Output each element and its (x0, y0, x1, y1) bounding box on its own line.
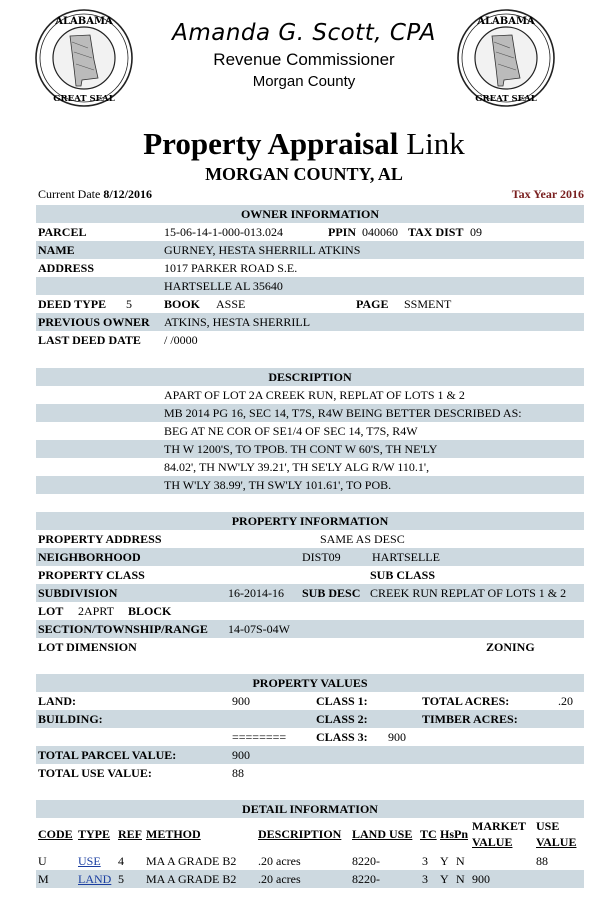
property-address-row: PROPERTY ADDRESS SAME AS DESC (38, 532, 405, 546)
total-parcel-row: TOTAL PARCEL VALUE: 900 (36, 746, 584, 764)
values-heading: PROPERTY VALUES (36, 674, 584, 692)
commissioner-name: Amanda G. Scott, CPA (172, 20, 436, 46)
ppin-value: 040060 (362, 225, 398, 239)
property-class-row: PROPERTY CLASS SUB CLASS (38, 568, 436, 582)
lot-row: LOT 2APRT BLOCK (38, 604, 172, 618)
subdivision-row: SUBDIVISION 16-2014-16 SUB DESC CREEK RUN REPLAT OF LOTS 1 & 2 (36, 584, 584, 602)
type-land-link[interactable]: LAND (78, 872, 112, 886)
deed-row: DEED TYPE 5 BOOK ASSE PAGE SSMENT (38, 297, 452, 311)
table-row: M LAND 5 MA A GRADE B2 .20 acres 8220- 3 Y N 900 (36, 870, 584, 888)
parcel-number: 15-06-14-1-000-013.024 (164, 225, 283, 239)
svg-text:ALABAMA: ALABAMA (55, 16, 113, 27)
building-row: BUILDING: CLASS 2: TIMBER ACRES: (36, 710, 584, 728)
owner-name-row: NAME GURNEY, HESTA SHERRILL ATKINS (36, 241, 584, 259)
lot-dimension-row: LOT DIMENSION ZONING (38, 640, 535, 654)
total-use-row: TOTAL USE VALUE: 88 (38, 766, 244, 780)
description-line: 84.02', TH NW'LY 39.21', TH SE'LY ALG R/W 110.1', (164, 460, 430, 474)
class3-value: 900 (388, 730, 406, 744)
address-row: ADDRESS 1017 PARKER ROAD S.E. (38, 261, 298, 275)
last-deed-value: / /0000 (164, 333, 198, 347)
prev-owner-value: ATKINS, HESTA SHERRILL (164, 315, 311, 329)
last-deed-row: LAST DEED DATE / /0000 (38, 333, 198, 347)
str-row: SECTION/TOWNSHIP/RANGE 14-07S-04W (36, 620, 584, 638)
property-heading: PROPERTY INFORMATION (36, 512, 584, 530)
type-use-link[interactable]: USE (78, 854, 101, 868)
property-address-value: SAME AS DESC (320, 532, 405, 546)
page-title: Property Appraisal Link (143, 126, 465, 161)
description-line: APART OF LOT 2A CREEK RUN, REPLAT OF LOTS 1 & 2 (164, 388, 465, 402)
tax-dist-value: 09 (470, 225, 482, 239)
total-acres-value: .20 (558, 694, 573, 708)
parcel-row: PARCEL 15-06-14-1-000-013.024 PPIN 040060 TAX DIST 09 (38, 225, 482, 239)
total-parcel-value: 900 (232, 748, 250, 762)
address-row-2 (36, 277, 584, 295)
address-line2: HARTSELLE AL 35640 (164, 279, 283, 293)
prev-owner-row: PREVIOUS OWNER ATKINS, HESTA SHERRILL (36, 313, 584, 331)
total-use-value: 88 (232, 766, 244, 780)
svg-text:ALABAMA: ALABAMA (477, 16, 535, 27)
str-value: 14-07S-04W (228, 622, 290, 636)
owner-name: GURNEY, HESTA SHERRILL ATKINS (164, 243, 361, 257)
deed-type-value: 5 (126, 297, 132, 311)
neighborhood-row: NEIGHBORHOOD DIST09 HARTSELLE (36, 548, 584, 566)
table-row: U USE 4 MA A GRADE B2 .20 acres 8220- 3 Y N 88 (38, 854, 548, 868)
neighborhood-value: HARTSELLE (372, 550, 440, 564)
county-name: Morgan County (252, 73, 356, 90)
svg-text:GREAT SEAL: GREAT SEAL (53, 94, 115, 104)
detail-header-row: CODE TYPE REF METHOD DESCRIPTION LAND USE TC HsPn MARKET VALUE USE VALUE (38, 819, 577, 849)
page-value: SSMENT (404, 297, 452, 311)
description-line: TH W 1200'S, TO TPOB. TH CONT W 60'S, TH NE'LY (36, 440, 584, 458)
owner-heading: OWNER INFORMATION (36, 205, 584, 223)
office-title: Revenue Commissioner (213, 50, 395, 69)
subdivision-value: 16-2014-16 (228, 586, 284, 600)
book-value: ASSE (216, 297, 246, 311)
svg-text:GREAT SEAL: GREAT SEAL (475, 94, 537, 104)
class3-row: ======== CLASS 3: 900 (232, 730, 406, 744)
description-line: BEG AT NE COR OF SE1/4 OF SEC 14, T7S, R4W (164, 424, 418, 438)
land-value: 900 (232, 694, 250, 708)
detail-heading: DETAIL INFORMATION (36, 800, 584, 818)
lot-value: 2APRT (78, 604, 114, 618)
land-row: LAND: 900 CLASS 1: TOTAL ACRES: .20 (38, 694, 573, 708)
description-heading: DESCRIPTION (36, 368, 584, 386)
neighborhood-code: DIST09 (302, 550, 341, 564)
subdesc-value: CREEK RUN REPLAT OF LOTS 1 & 2 (370, 586, 567, 600)
address-line1: 1017 PARKER ROAD S.E. (164, 261, 298, 275)
description-line: MB 2014 PG 16, SEC 14, T7S, R4W BEING BETTER DESCRIBED AS: (36, 404, 584, 422)
tax-year: Tax Year 2016 (511, 187, 584, 201)
page-subtitle: MORGAN COUNTY, AL (205, 164, 403, 184)
current-date: Current Date 8/12/2016 (38, 187, 152, 201)
description-line: TH W'LY 38.99', TH SW'LY 101.61', TO POB. (36, 476, 584, 494)
total-separator: ======== (232, 730, 287, 744)
